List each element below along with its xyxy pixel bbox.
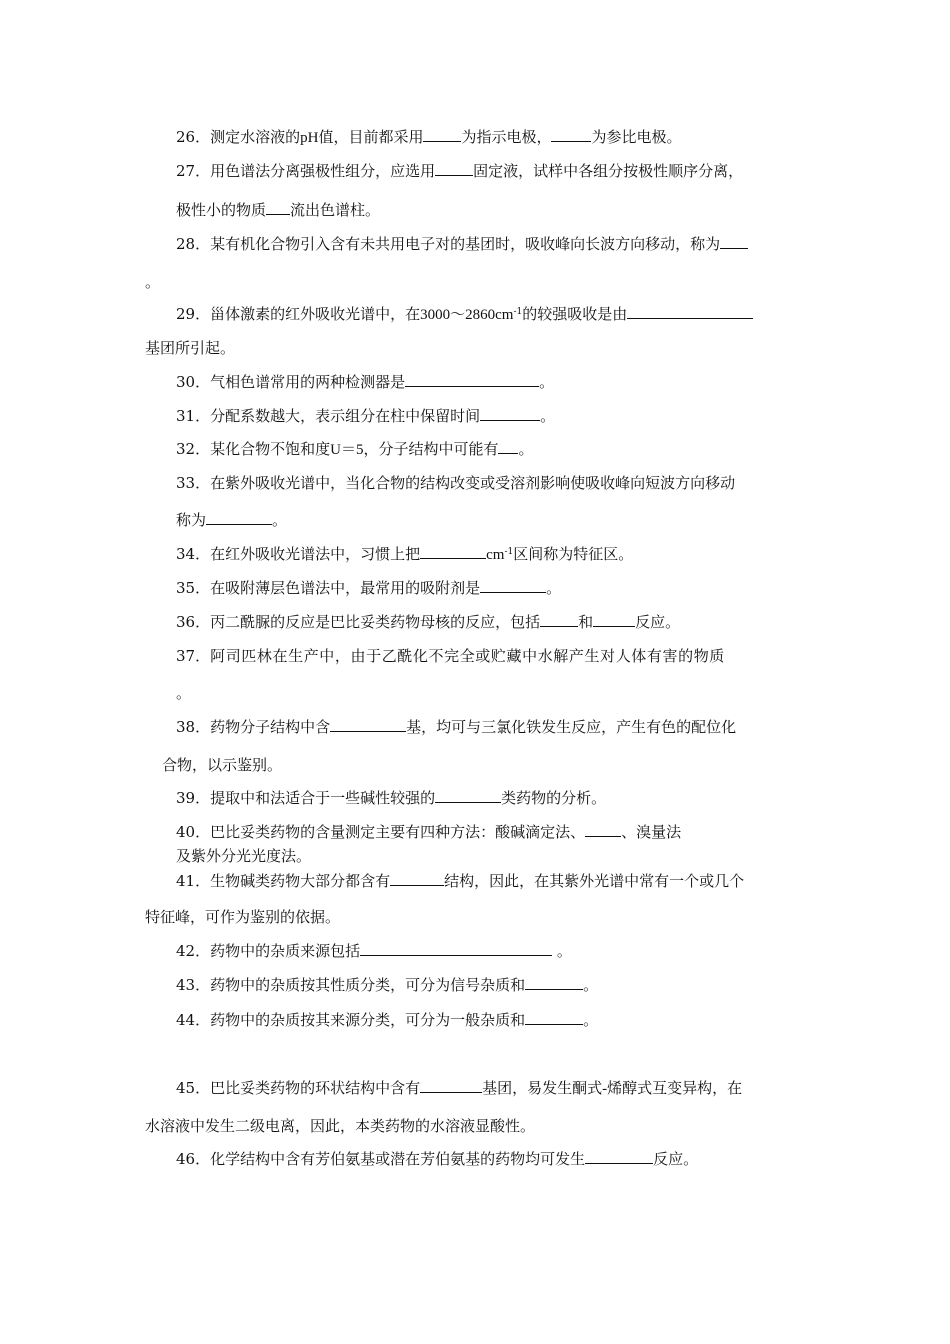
question-37-cont: 。 <box>176 684 192 702</box>
answer-blank[interactable] <box>420 544 486 559</box>
answer-blank[interactable] <box>627 304 753 319</box>
answer-blank[interactable] <box>330 717 406 732</box>
question-27: 27．用色谱法分离强极性组分，应选用 固定液，试样中各组分按极性顺序分离， <box>176 162 744 180</box>
question-28-cont: 。 <box>145 273 161 291</box>
question-27-cont: 极性小的物质 流出色谱柱。 <box>176 201 381 219</box>
question-35: 35．在吸附薄层色谱法中，最常用的吸附剂是 。 <box>176 579 562 597</box>
question-45: 45．巴比妥类药物的环状结构中含有 基团，易发生酮式-烯醇式互变异构，在 <box>176 1079 743 1097</box>
question-31: 31．分配系数越大，表示组分在柱中保留时间 。 <box>176 407 556 425</box>
answer-blank[interactable] <box>498 439 518 454</box>
question-41: 41．生物碱类药物大部分都含有 结构，因此，在其紫外光谱中常有一个或几个 <box>176 872 745 890</box>
answer-blank[interactable] <box>585 1149 653 1164</box>
question-43: 43．药物中的杂质按其性质分类，可分为信号杂质和 。 <box>176 976 599 994</box>
answer-blank[interactable] <box>360 941 552 956</box>
question-42: 42．药物中的杂质来源包括 。 <box>176 942 572 960</box>
answer-blank[interactable] <box>435 161 473 176</box>
answer-blank[interactable] <box>480 578 546 593</box>
question-38-cont: 合物，以示鉴别。 <box>162 756 283 774</box>
answer-blank[interactable] <box>423 127 461 142</box>
answer-blank[interactable] <box>480 406 540 421</box>
answer-blank[interactable] <box>266 200 290 215</box>
answer-blank[interactable] <box>420 1078 482 1093</box>
answer-blank[interactable] <box>525 975 583 990</box>
question-29-cont: 基团所引起。 <box>145 339 236 357</box>
answer-blank[interactable] <box>593 612 635 627</box>
answer-blank[interactable] <box>390 871 444 886</box>
answer-blank[interactable] <box>525 1010 583 1025</box>
question-41-cont: 特征峰，可作为鉴别的依据。 <box>145 908 341 926</box>
answer-blank[interactable] <box>540 612 578 627</box>
answer-blank[interactable] <box>551 127 591 142</box>
question-40-cont: 及紫外分光光度法。 <box>176 847 312 865</box>
answer-blank[interactable] <box>435 788 501 803</box>
question-39: 39．提取中和法适合于一些碱性较强的 类药物的分析。 <box>176 789 607 807</box>
question-33: 33．在紫外吸收光谱中，当化合物的结构改变或受溶剂影响使吸收峰向短波方向移动 <box>176 474 736 492</box>
question-34: 34．在红外吸收光谱法中，习惯上把 $cm^{-1}$区间称为特征区。 <box>176 545 634 563</box>
question-45-cont: 水溶液中发生二级电离，因此，本类药物的水溶液显酸性。 <box>145 1117 536 1135</box>
answer-blank[interactable] <box>585 822 621 837</box>
answer-blank[interactable] <box>405 372 539 387</box>
question-26: 26．测定水溶液的pH值，目前都采用 为指示电极， 为参比电极。 <box>176 128 682 146</box>
question-28: 28．某有机化合物引入含有未共用电子对的基团时，吸收峰向长波方向移动，称为 <box>176 234 748 254</box>
question-37: 37．阿司匹林在生产中，由于乙酰化不完全或贮藏中水解产生对人体有害的物质 <box>176 647 725 665</box>
question-32: 32．某化合物不饱和度U＝5，分子结构中可能有 。 <box>176 440 534 458</box>
question-36: 36．丙二酰脲的反应是巴比妥类药物母核的反应，包括 和 反应。 <box>176 613 681 631</box>
answer-blank[interactable] <box>720 234 748 249</box>
question-40: 40．巴比妥类药物的含量测定主要有四种方法：酸碱滴定法、 、溴量法 <box>176 823 682 841</box>
question-38: 38．药物分子结构中含 基，均可与三氯化铁发生反应，产生有色的配位化 <box>176 718 737 736</box>
question-29: 29．甾体激素的红外吸收光谱中，在$3000\sim 2860cm^{-1}$的较强吸收是由 <box>176 304 753 325</box>
question-33-cont: 称为 。 <box>176 511 288 529</box>
answer-blank[interactable] <box>206 510 272 525</box>
question-30: 30．气相色谱常用的两种检测器是 。 <box>176 373 555 391</box>
question-46: 46．化学结构中含有芳伯氨基或潜在芳伯氨基的药物均可发生 反应。 <box>176 1150 699 1168</box>
question-44: 44．药物中的杂质按其来源分类，可分为一般杂质和 。 <box>176 1011 599 1029</box>
